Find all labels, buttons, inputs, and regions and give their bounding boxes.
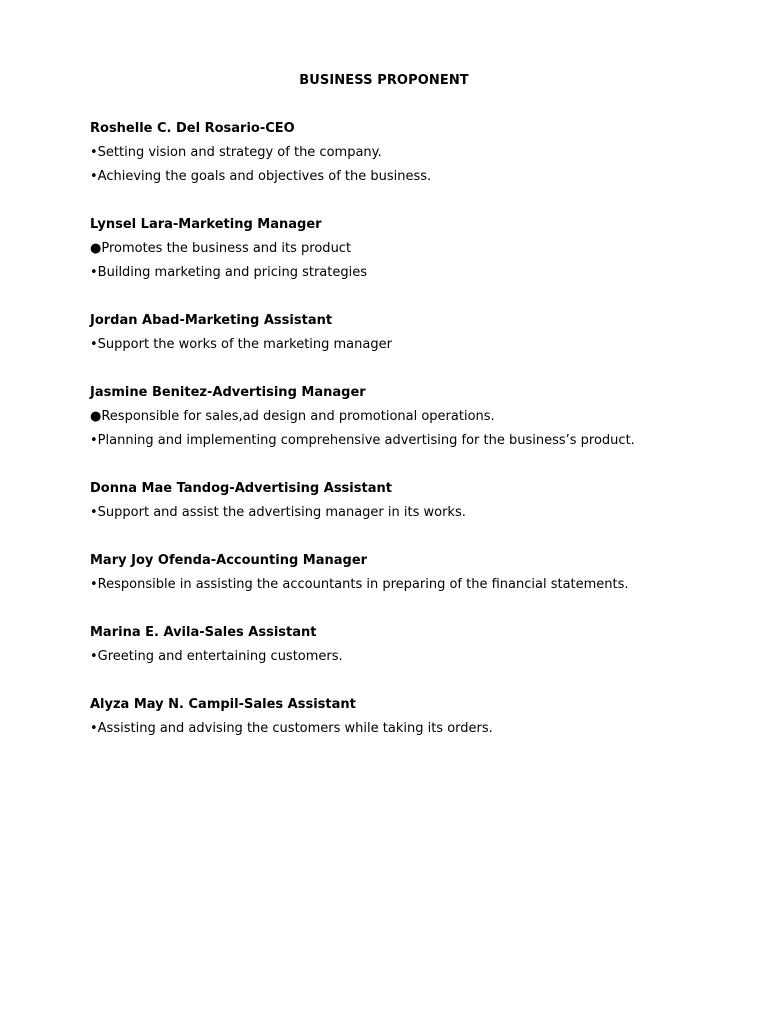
section-heading-advertising-assistant: Donna Mae Tandog-Advertising Assistant	[90, 481, 392, 496]
section-heading-accounting-manager: Mary Joy Ofenda-Accounting Manager	[90, 553, 368, 568]
list-item: •Planning and implementing comprehensive advertising for the business’s product.	[90, 433, 635, 448]
list-item: •Responsible in assisting the accountants in preparing of the financial statements.	[90, 577, 629, 592]
list-item: •Achieving the goals and objectives of the business.	[90, 169, 432, 184]
list-item: ●Responsible for sales,ad design and promotional operations.	[90, 409, 495, 424]
page-title: BUSINESS PROPONENT	[299, 73, 469, 88]
list-item: ●Promotes the business and its product	[90, 241, 352, 256]
section-heading-marketing-manager: Lynsel Lara-Marketing Manager	[90, 217, 322, 232]
list-item: •Support the works of the marketing manager	[90, 337, 392, 352]
section-heading-ceo: Roshelle C. Del Rosario-CEO	[90, 121, 295, 136]
list-item: •Greeting and entertaining customers.	[90, 649, 343, 664]
section-heading-sales-assistant-avila: Marina E. Avila-Sales Assistant	[90, 625, 317, 640]
section-heading-sales-assistant-campil: Alyza May N. Campil-Sales Assistant	[90, 697, 356, 712]
list-item: •Assisting and advising the customers while taking its orders.	[90, 721, 493, 736]
section-heading-marketing-assistant: Jordan Abad-Marketing Assistant	[90, 313, 333, 328]
list-item: •Support and assist the advertising manager in its works.	[90, 505, 466, 520]
list-item: •Setting vision and strategy of the company.	[90, 145, 382, 160]
section-heading-advertising-manager: Jasmine Benitez-Advertising Manager	[90, 385, 366, 400]
list-item: •Building marketing and pricing strategies	[90, 265, 367, 280]
